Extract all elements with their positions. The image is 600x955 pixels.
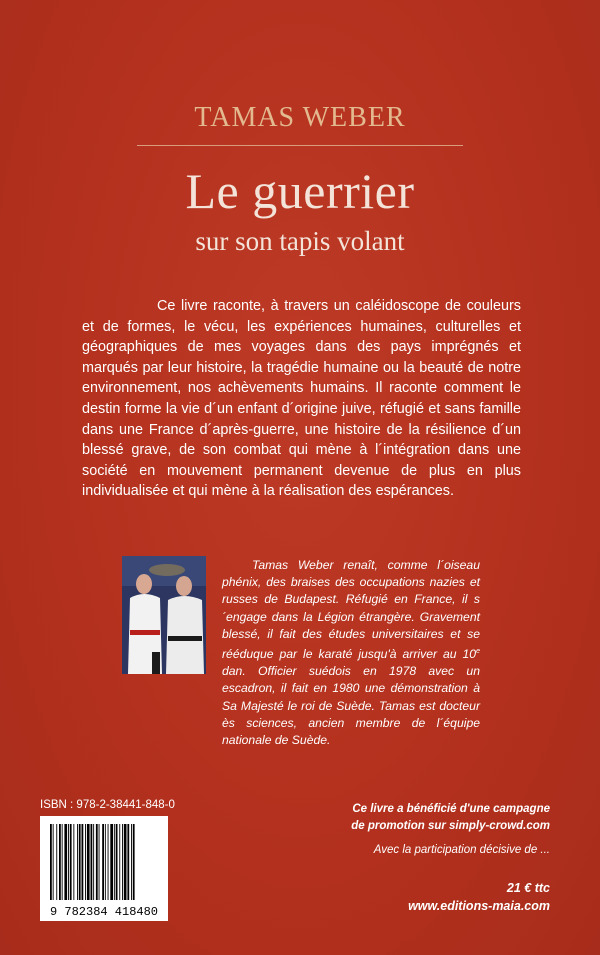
barcode-bar <box>64 824 67 900</box>
barcode-bar <box>82 824 84 900</box>
barcode-bar <box>85 824 86 900</box>
campaign-line-2: de promotion sur simply-crowd.com <box>351 820 550 832</box>
barcode-bar <box>124 824 127 900</box>
barcode-bar <box>50 824 52 900</box>
barcode-bar <box>73 824 74 900</box>
book-title: Le guerrier <box>185 163 415 219</box>
book-subtitle: sur son tapis volant <box>195 226 405 256</box>
publisher-website[interactable]: www.editions-maia.com <box>408 899 550 913</box>
barcode-bar <box>116 824 118 900</box>
barcode-bar <box>99 824 100 900</box>
barcode-bar <box>70 824 72 900</box>
barcode-bar <box>53 824 54 900</box>
author-photo <box>122 556 206 674</box>
barcode-bar <box>105 824 106 900</box>
barcode-bar <box>68 824 69 900</box>
price: 21 € ttc <box>506 881 550 895</box>
barcode-bar <box>110 824 113 900</box>
barcode-bar <box>96 824 98 900</box>
barcode-bar <box>122 824 123 900</box>
book-blurb: Ce livre raconte, à travers un caléidoscope de couleurs et de formes, le vécu, les expériences humaines, culturelles et géographiques de mes voyages dans des pays imprégnés et marqués par leur histoire, la tragédie humaine ou la beauté de notre environnement, nos achèvements humains. Il raconte comment le destin forme la vie d´un enfant d´origine juive, réfugié et sans famille dans une France d´après-guerre, une histoire de la résilience d´un blessé grave, de son combat qui mène à l´intégration dans une société en mouvement permanent devenue de plus en plus individualisée et qui mène à la réalisation des espérances. <box>82 298 521 500</box>
barcode-bar <box>79 824 81 900</box>
author-name: TAMAS WEBER <box>194 102 406 133</box>
barcode-bar <box>102 824 104 900</box>
barcode-bars <box>50 824 135 900</box>
barcode-bar <box>93 824 94 900</box>
isbn-label: ISBN : 978-2-38441-848-0 <box>40 799 175 811</box>
barcode-bar <box>77 824 78 900</box>
barcode-bar <box>119 824 120 900</box>
barcode-bar <box>56 824 57 900</box>
barcode-bar <box>114 824 115 900</box>
barcode-bar <box>91 824 93 900</box>
barcode-bar <box>108 824 109 900</box>
author-bio-part1: Tamas Weber renaît, comme l´oiseau phénix, des braises des occupations nazies et russes de Budapest. Réfugié en France, il s´engage dans la Légion étrangère. Gravement blessé, il fait des études universitaires et se rééduque par le karaté jusqu'à arriver au 10 <box>222 558 480 662</box>
barcode-bar <box>131 824 132 900</box>
barcode <box>40 816 168 921</box>
author-bio <box>222 557 480 749</box>
barcode-digits: 9 782384 418480 <box>49 905 159 919</box>
campaign-line-1: Ce livre a bénéficié d'une campagne <box>352 803 550 815</box>
author-bio-part2: dan. Officier suédois en 1978 avec un escadron, il fait en 1980 une démonstration à Sa Majesté le roi de Suède. Tamas est docteur ès sciences, ancien membre de l´équipe nationale de Suède. <box>222 664 480 748</box>
partnership-note: Avec la participation décisive de ... <box>373 844 550 856</box>
barcode-bar <box>127 824 129 900</box>
barcode-image <box>40 816 168 921</box>
campaign-note <box>290 801 550 835</box>
barcode-bar <box>59 824 61 900</box>
barcode-bar <box>133 824 135 900</box>
barcode-bar <box>87 824 90 900</box>
barcode-bar <box>62 824 63 900</box>
divider-rule <box>137 145 463 146</box>
author-bio-sup: e <box>476 648 480 656</box>
author-photo-image <box>122 556 206 674</box>
